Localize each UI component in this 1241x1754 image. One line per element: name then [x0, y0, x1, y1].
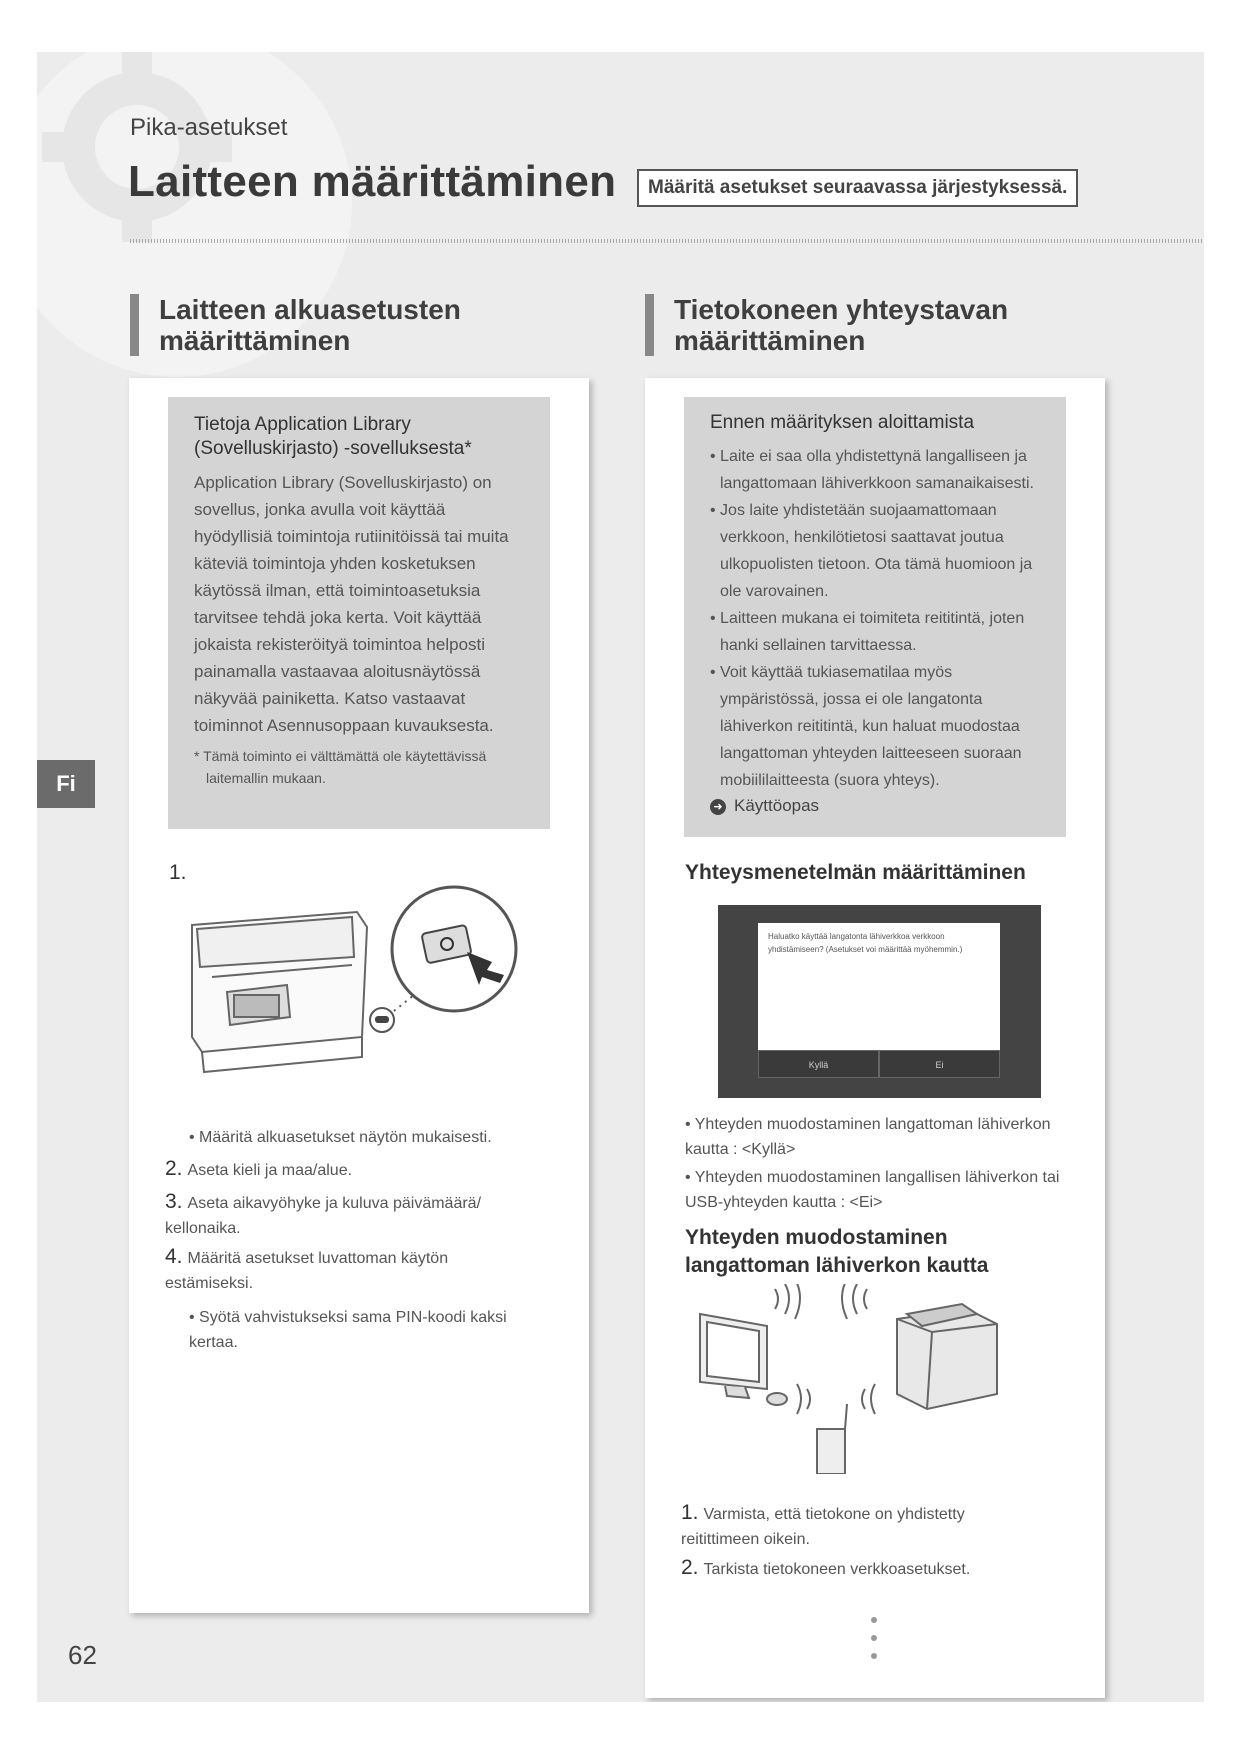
right-section-heading: Tietokoneen yhteystavan määrittäminen	[645, 294, 1054, 356]
info-bullet: • Voit käyttää tukiasematilaa myös ympäristössä, jossa ei ole langatonta lähiverkon reititintä, kun haluat muodostaa langattoman yhteyden laitteeseen suoraan mobiililaitteesta (suora yhteys).	[710, 664, 1022, 789]
page-number: 62	[68, 1640, 97, 1670]
step-number: 1.	[681, 1501, 699, 1524]
page-subtitle: Pika-asetukset	[130, 114, 288, 141]
info-bullet: • Laite ei saa olla yhdistettynä langalliseen ja langattomaan lähiverkkoon samanaikaisesti.	[710, 448, 1034, 492]
page-background	[37, 52, 1204, 1702]
method-bullet-no: • Yhteyden muodostaminen langallisen lähiverkon tai USB-yhteyden kautta : <Ei>	[685, 1169, 1060, 1211]
info-title: Tietoja Application Library (Sovelluskirjasto) -sovelluksesta*	[194, 414, 472, 459]
right-info-box	[684, 397, 1066, 837]
step-number: 2.	[681, 1556, 699, 1579]
screen-message: Haluatko käyttää langatonta lähiverkkoa verkkoon yhdistämiseen? (Asetukset voi määrittää myöhemmin.)	[768, 932, 963, 954]
info-note: * Tämä toiminto ei välttämättä ole käytettävissä laitemallin mukaan.	[194, 748, 487, 786]
step-number: 1.	[169, 861, 187, 884]
step-text: Varmista, että tietokone on yhdistetty reitittimeen oikein.	[681, 1506, 965, 1548]
screen-buttons	[758, 1050, 1000, 1078]
left-step-1-bullet: • Määritä alkuasetukset näytön mukaisesti.	[189, 1129, 492, 1146]
info-bullet: • Laitteen mukana ei toimiteta reititintä, joten hanki sellainen tarvittaessa.	[710, 610, 1025, 654]
info-body: Application Library (Sovelluskirjasto) on sovellus, jonka avulla voit käyttää hyödyllisiä toimintoja rutiinitöissä tai muita käteviä toimintoja yhden kosketuksen käytössä ilman, että toimintoasetuksia tarvitsee tehdä joka kerta. Voit käyttää jokaista rekisteröityä toimintoa helposti painamalla vastaavaa aloitusnäytössä näkyvää painiketta. Katso vastaavat toiminnot Asennusoppaan kuvauksesta.	[194, 473, 509, 735]
left-step-4	[165, 1244, 495, 1296]
page-title: Laitteen määrittäminen	[128, 157, 617, 206]
right-step-2	[681, 1555, 1041, 1582]
yes-button[interactable]: Kyllä	[758, 1050, 879, 1078]
right-step-1	[681, 1500, 1011, 1552]
left-step-4-bullet: • Syötä vahvistukseksi sama PIN-koodi kaksi kertaa.	[189, 1309, 507, 1351]
info-bullet: • Jos laite yhdistetään suojaamattomaan verkkoon, henkilötietosi saattavat joutua ulkopuolisten tietoon. Ota tämä huomioon ja ole varovainen.	[710, 502, 1033, 600]
method-heading: Yhteysmenetelmän määrittäminen	[685, 861, 1026, 884]
left-section-heading: Laitteen alkuasetusten määrittäminen	[130, 294, 539, 356]
step-number: 4.	[165, 1245, 183, 1268]
arrow-right-icon: ➜	[710, 799, 726, 815]
step-text: Määritä asetukset luvattoman käytön estämiseksi.	[165, 1250, 449, 1292]
no-button[interactable]: Ei	[879, 1050, 1000, 1078]
language-tab: Fi	[37, 760, 95, 808]
device-screen	[718, 905, 1041, 1098]
printer-power-illustration	[182, 867, 572, 1127]
manual-link-label: Käyttöopas	[734, 796, 820, 815]
wireless-heading: Yhteyden muodostaminen langattoman lähiverkon kautta	[685, 1226, 989, 1277]
step-number: 2.	[165, 1157, 183, 1180]
continuation-dots	[871, 1617, 877, 1671]
wireless-network-illustration	[697, 1284, 1057, 1474]
step-text: Aseta kieli ja maa/alue.	[187, 1162, 353, 1179]
divider	[130, 239, 1204, 243]
manual-link[interactable]	[710, 796, 1040, 816]
step-text: Tarkista tietokoneen verkkoasetukset.	[703, 1561, 971, 1578]
order-note: Määritä asetukset seuraavassa järjestyksessä.	[637, 169, 1078, 207]
info-bullets	[710, 443, 1040, 794]
step-number: 3.	[165, 1190, 183, 1213]
screen-dialog	[758, 923, 1000, 1078]
step-text: Aseta aikavyöhyke ja kuluva päivämäärä/ kellonaika.	[165, 1195, 482, 1237]
left-info-box	[168, 397, 550, 829]
left-step-2	[165, 1156, 535, 1183]
info-title: Ennen määrityksen aloittamista	[710, 412, 975, 433]
method-bullet-yes: • Yhteyden muodostaminen langattoman lähiverkon kautta : <Kyllä>	[685, 1116, 1051, 1158]
left-step-3	[165, 1189, 510, 1241]
